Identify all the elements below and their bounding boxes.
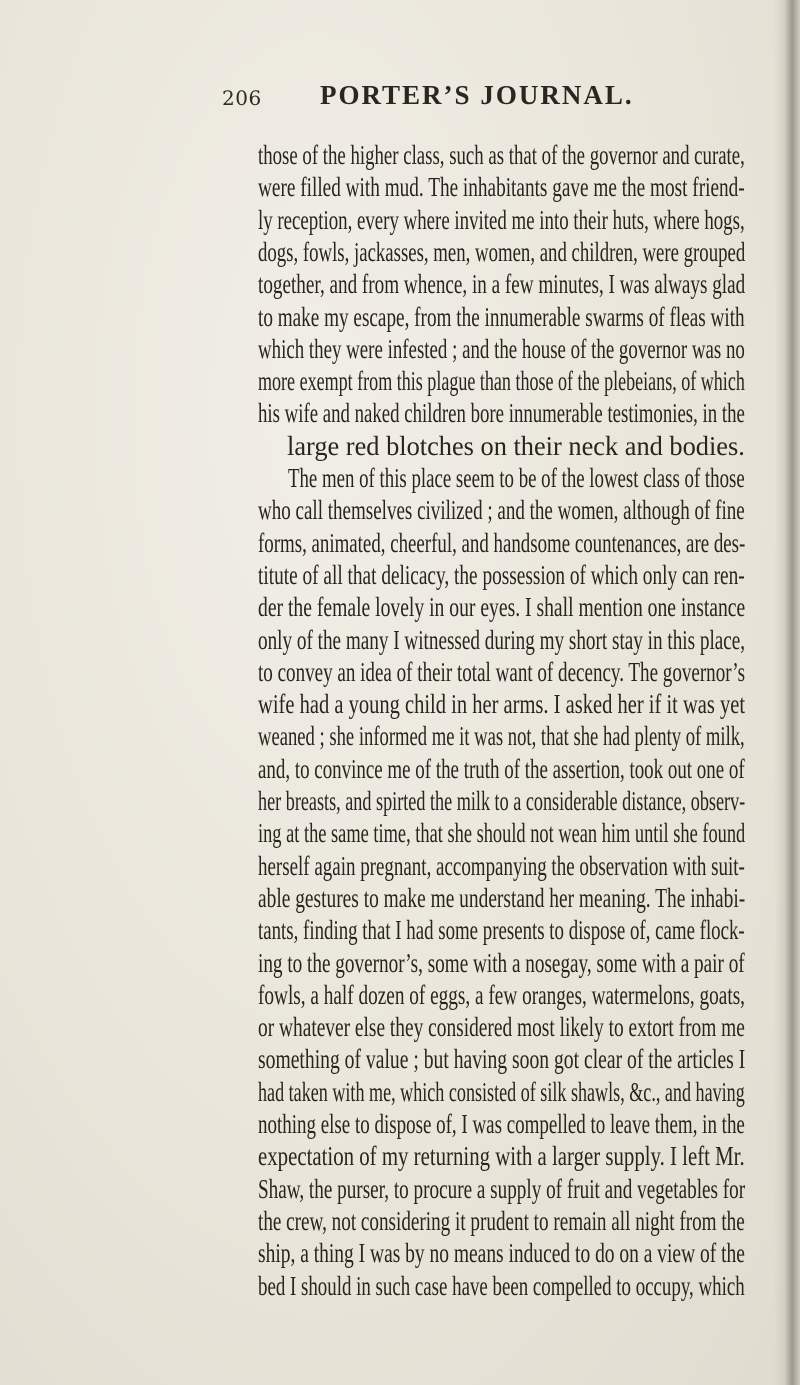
text-line: ing to the governor’s, some with a nosegay, some with a pair of xyxy=(258,947,745,978)
text-line: which they were infested ; and the house of the governor was no xyxy=(258,333,745,364)
text-line: The men of this place seem to be of the lowest class of those xyxy=(288,463,745,493)
text-line: had taken with me, which consisted of silk shawls, &c., and having xyxy=(258,1076,745,1107)
text-line: only of the many I witnessed during my short stay in this place, xyxy=(258,624,746,655)
text-line: more exempt from this plague than those of the plebeians, of which xyxy=(258,366,745,397)
text-line: who call themselves civilized ; and the women, although of fine xyxy=(258,495,745,526)
journal-title: PORTER’S JOURNAL. xyxy=(320,80,634,110)
text-line: forms, animated, cheerful, and handsome countenances, are des- xyxy=(258,527,746,558)
text-line: nothing else to dispose of, I was compelled to leave them, in the xyxy=(258,1109,745,1139)
text-line: ly reception, every where invited me into their huts, where hogs, xyxy=(258,204,745,235)
text-line: weaned ; she informed me it was not, that she had plenty of milk, xyxy=(258,721,745,752)
text-line: herself again pregnant, accompanying the observation with suit- xyxy=(258,850,745,881)
text-line: those of the higher class, such as that of the governor and curate, xyxy=(258,140,745,170)
page-number: 206 xyxy=(222,86,262,110)
page-edge-shadow xyxy=(774,0,800,1385)
text-line: and, to convince me of the truth of the assertion, took out one of xyxy=(258,753,745,784)
text-line: large red blotches on their neck and bodies. xyxy=(287,430,745,461)
text-line: fowls, a half dozen of eggs, a few oranges, watermelons, goats, xyxy=(258,979,746,1010)
text-line: were filled with mud. The inhabitants gave me the most friend- xyxy=(258,172,745,203)
text-line: wife had a young child in her arms. I asked her if it was yet xyxy=(258,689,746,720)
text-line: her breasts, and spirted the milk to a considerable distance, observ- xyxy=(258,786,746,816)
text-line: tants, finding that I had some presents to dispose of, came flock- xyxy=(258,915,745,946)
text-line: the crew, not considering it prudent to remain all night from the xyxy=(258,1205,745,1236)
text-line: to make my escape, from the innumerable swarms of fleas with xyxy=(258,301,745,332)
text-line: ing at the same time, that she should not wean him until she found xyxy=(258,818,746,849)
text-line: able gestures to make me understand her meaning. The inhabi- xyxy=(258,882,746,913)
text-line: ship, a thing I was by no means induced to do on a view of the xyxy=(258,1238,745,1269)
text-line: together, and from whence, in a few minutes, I was always glad xyxy=(258,269,746,300)
text-line: dogs, fowls, jackasses, men, women, and children, were grouped xyxy=(258,236,746,267)
text-line: or whatever else they considered most likely to extort from me xyxy=(258,1012,745,1043)
text-line: his wife and naked children bore innumerable testimonies, in the xyxy=(258,398,745,429)
text-line: der the female lovely in our eyes. I shall mention one instance xyxy=(258,592,746,623)
text-line: titute of all that delicacy, the possession of which only can ren- xyxy=(258,559,745,590)
text-line: to convey an idea of their total want of decency. The governor’s xyxy=(258,656,746,687)
text-line: something of value ; but having soon got clear of the articles I xyxy=(258,1044,746,1075)
text-line: Shaw, the purser, to procure a supply of fruit and vegetables for xyxy=(258,1173,746,1204)
text-line: expectation of my returning with a larger supply. I left Mr. xyxy=(258,1141,745,1172)
running-head xyxy=(0,80,800,120)
text-line: bed I should in such case have been compelled to occupy, which xyxy=(258,1270,745,1301)
